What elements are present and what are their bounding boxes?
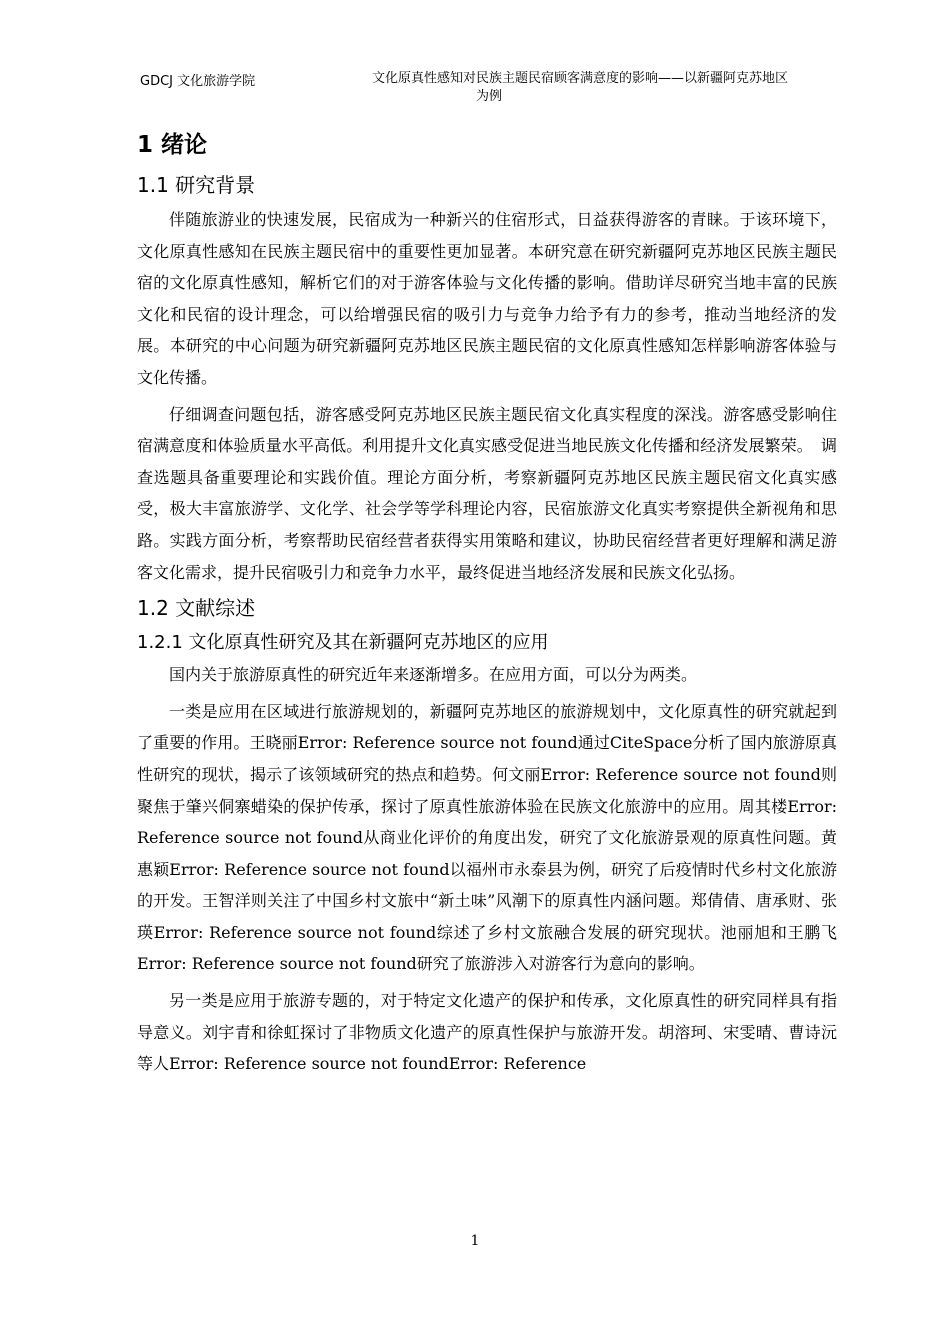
page-number: 1: [470, 1233, 480, 1249]
header-thesis-title: [372, 70, 842, 106]
section-1-2-title: 1.2 文献综述: [137, 596, 256, 621]
header-title-line2: 为例: [476, 89, 503, 104]
chapter-title: 1 绪论: [137, 132, 208, 158]
paragraph: 一类是应用在区域进行旅游规划的，新疆阿克苏地区的旅游规划中，文化原真性的研究就起到了重要的作用。王晓丽Error: Reference source not found通过CiteSpace分析了国内旅游原真性研究的现状，揭示了该领域研究的热点和趋势。何文丽Error: Reference source not found则聚焦于肇兴侗寨蜡染的保护传承，探讨了原真性旅游体验在民族文化旅游中的应用。周其楼Error: Reference source not found从商业化评价的角度出发，研究了文化旅游景观的原真性问题。黄惠颖Error: Reference source not found以福州市永泰县为例，研究了后疫情时代乡村文化旅游的开发。王智洋则关注了中国乡村文旅中“新土味”风潮下的原真性内涵问题。郑倩倩、唐承财、张瑛Error: Reference source not found综述了乡村文旅融合发展的研究现状。池丽旭和王鹏飞Error: Reference source not found研究了旅游涉入对游客行为意向的影响。: [137, 701, 837, 974]
paragraph: 仔细调查问题包括，游客感受阿克苏地区民族主题民宿文化真实程度的深浅。游客感受影响住宿满意度和体验质量水平高低。利用提升文化真实感受促进当地民族文化传播和经济发展繁荣。 调查选题具备重要理论和实践价值。理论方面分析，考察新疆阿克苏地区民族主题民宿文化真实感受，极大丰富旅游学、文化学、社会学等学科理论内容，民宿旅游文化真实考察提供全新视角和思路。实践方面分析，考察帮助民宿经营者获得实用策略和建议，协助民宿经营者更好理解和满足游客文化需求，提升民宿吸引力和竞争力水平，最终促进当地经济发展和民族文化弘扬。: [137, 404, 837, 582]
header-title-line1: 文化原真性感知对民族主题民宿顾客满意度的影响——以新疆阿克苏地区: [372, 71, 789, 86]
paragraph: 另一类是应用于旅游专题的，对于特定文化遗产的保护和传承，文化原真性的研究同样具有指导意义。刘宇青和徐虹探讨了非物质文化遗产的原真性保护与旅游开发。胡溶珂、宋雯晴、曹诗沅等人Error: Reference source not foundError: Reference: [137, 991, 837, 1074]
header-institution: GDCJ 文化旅游学院: [140, 74, 256, 89]
paragraph: 伴随旅游业的快速发展，民宿成为一种新兴的住宿形式，日益获得游客的青睐。于该环境下，文化原真性感知在民族主题民宿中的重要性更加显著。本研究意在研究新疆阿克苏地区民族主题民宿的文化原真性感知，解析它们的对于游客体验与文化传播的影响。借助详尽研究当地丰富的民族文化和民宿的设计理念，可以给增强民宿的吸引力与竞争力给予有力的参考，推动当地经济的发展。本研究的中心问题为研究新疆阿克苏地区民族主题民宿的文化原真性感知怎样影响游客体验与文化传播。: [137, 210, 837, 387]
main-content: [137, 128, 837, 1085]
paragraph: 国内关于旅游原真性的研究近年来逐渐增多。在应用方面，可以分为两类。: [169, 665, 698, 685]
section-1-2-1-title: 1.2.1 文化原真性研究及其在新疆阿克苏地区的应用: [137, 632, 549, 654]
section-1-1-title: 1.1 研究背景: [137, 173, 256, 197]
